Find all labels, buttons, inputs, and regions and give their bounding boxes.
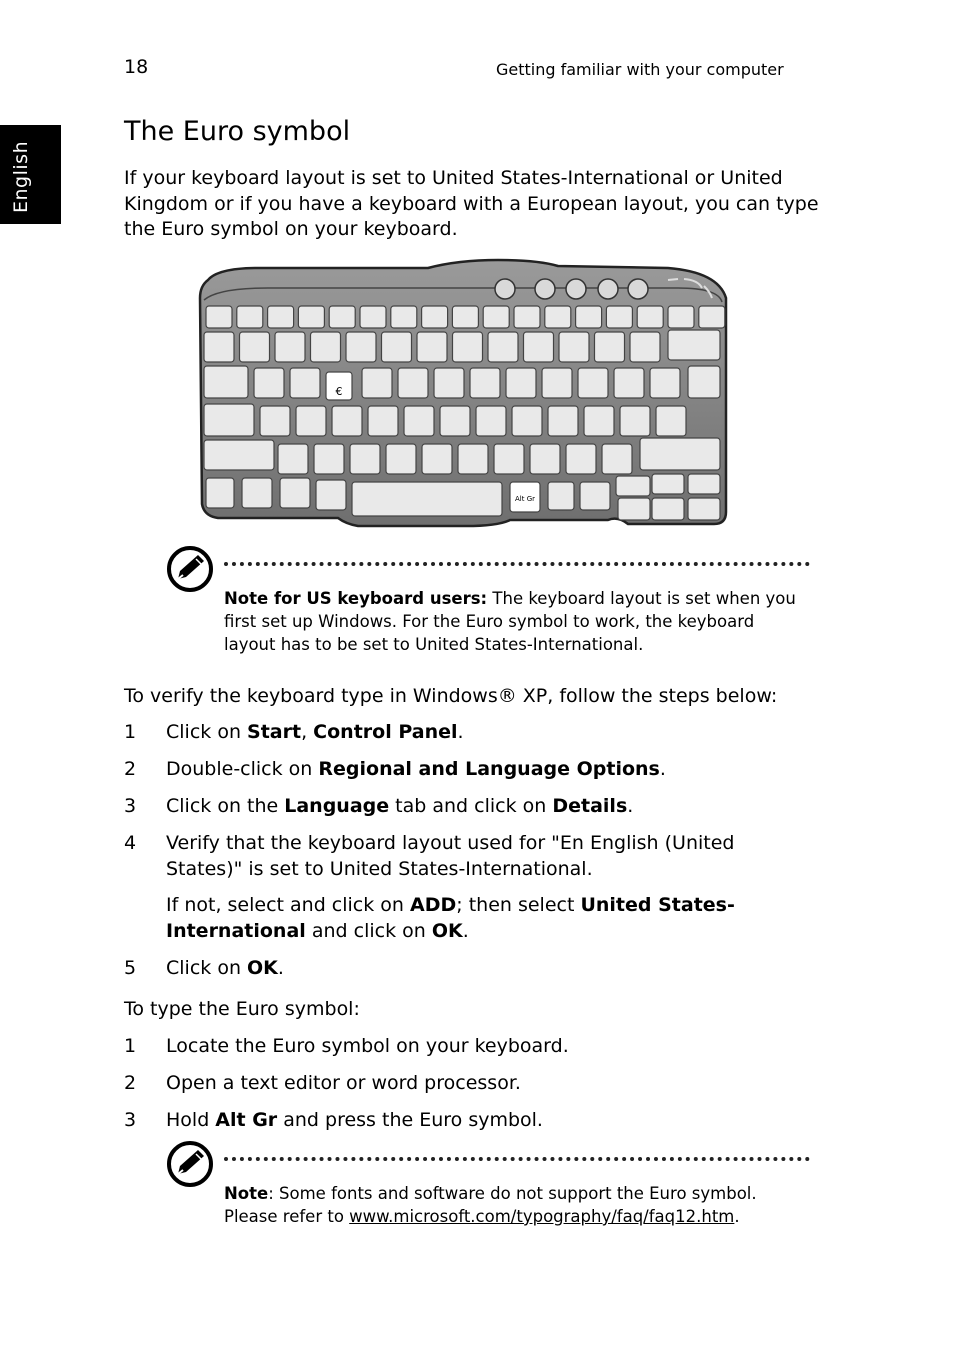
keyboard-key: [206, 478, 234, 508]
keyboard-key: [417, 332, 447, 362]
keyboard-key: [204, 366, 248, 398]
step-text: [166, 757, 786, 783]
keyboard-key: [453, 332, 483, 362]
step-text: [166, 1034, 786, 1060]
keyboard-key: [386, 444, 416, 474]
keyboard-key: [576, 306, 602, 328]
keyboard-key: [566, 444, 596, 474]
keyboard-key: [242, 478, 272, 508]
step-text-part: Locate the Euro symbol on your keyboard.: [166, 1035, 569, 1057]
intro-paragraph: If your keyboard layout is set to United States-International or United Kingdom or if you have a keyboard with a European layout, you can type the Euro symbol on your keyboard.: [124, 167, 819, 240]
keyboard-key: [260, 406, 290, 436]
keyboard-key: [398, 368, 428, 398]
keyboard-key: [640, 438, 720, 470]
type-intro: To type the Euro symbol:: [124, 998, 360, 1020]
keyboard-key: [440, 406, 470, 436]
page-number: 18: [124, 56, 149, 78]
keyboard-key: [699, 306, 725, 328]
keyboard-key: [240, 332, 270, 362]
keyboard-key: [512, 406, 542, 436]
language-side-tab: [0, 125, 61, 224]
note-fonts-end: .: [734, 1207, 740, 1226]
verify-intro: To verify the keyboard type in Windows® XP, follow the steps below:: [124, 685, 778, 707]
step-text: [166, 1108, 786, 1134]
running-header: Getting familiar with your computer: [496, 60, 784, 79]
step-text: [166, 831, 786, 882]
step-text: [166, 893, 786, 944]
step-text-bold: OK: [247, 957, 278, 979]
note-divider: [224, 562, 810, 566]
keyboard-key: [332, 406, 362, 436]
keyboard-key: [606, 306, 632, 328]
keyboard-key: [668, 306, 694, 328]
keyboard-key: [595, 332, 625, 362]
step-text-bold: ADD: [410, 894, 457, 916]
step-text-part: and click on: [305, 919, 432, 942]
step-text-part: Click on the: [166, 795, 285, 817]
keyboard-key: [237, 306, 263, 328]
keyboard-key: [434, 368, 464, 398]
keyboard-key: [254, 368, 284, 398]
altgr-key: [510, 482, 540, 512]
keyboard-key: [542, 368, 572, 398]
keyboard-key: [548, 482, 574, 510]
step-text-part: If not, select and click on: [166, 894, 411, 916]
section-title: The Euro symbol: [124, 116, 351, 147]
keyboard-key: [514, 306, 540, 328]
keyboard-key: [360, 306, 386, 328]
keyboard-key: [329, 306, 355, 328]
keyboard-key: [346, 332, 376, 362]
keyboard-key: [268, 306, 294, 328]
euro-key-label: €: [335, 385, 343, 398]
keyboard-key: [290, 368, 320, 398]
keyboard-key: [296, 406, 326, 436]
step-text-bold: Language: [284, 795, 390, 817]
keyboard-key: [637, 306, 663, 328]
keyboard-key: [614, 368, 644, 398]
keyboard-key: [688, 366, 720, 398]
step-text-part: and press the Euro symbol.: [277, 1109, 543, 1131]
step-text-part: Click on: [166, 721, 248, 743]
keyboard-key: [616, 476, 650, 496]
step-number: 1: [124, 1035, 137, 1057]
step-number: 2: [124, 1072, 137, 1094]
keyboard-key: [559, 332, 589, 362]
keyboard-key: [630, 332, 660, 362]
keyboard-key: [275, 332, 305, 362]
note-us-keyboard: [224, 587, 804, 656]
keyboard-key: [494, 444, 524, 474]
step-text-part: .: [659, 758, 666, 780]
euro-key: [326, 372, 352, 400]
keyboard-key: [620, 406, 650, 436]
step-text-bold: Control Panel: [313, 721, 458, 743]
keyboard-key: [545, 306, 571, 328]
keyboard-key: [422, 306, 448, 328]
side-tab-label: English: [10, 140, 32, 213]
step-text-part: .: [277, 957, 284, 979]
keyboard-key: [204, 404, 254, 436]
keyboard-illustration: [198, 258, 728, 530]
step-text-bold: Start: [247, 721, 302, 743]
keyboard-key: [458, 444, 488, 474]
step-number: 4: [124, 832, 137, 854]
step-text-part: .: [627, 795, 634, 817]
step-text-bold: Regional and Language Options: [318, 758, 660, 780]
keyboard-key: [404, 406, 434, 436]
step-text-bold: Alt Gr: [215, 1109, 278, 1131]
step-number: 3: [124, 795, 137, 817]
keyboard-key: [350, 444, 380, 474]
step-text-part: .: [457, 721, 464, 743]
keyboard-key: [470, 368, 500, 398]
keyboard-key: [548, 406, 578, 436]
note-fonts: [224, 1182, 804, 1228]
keyboard-key: [688, 474, 720, 494]
keyboard-key: [668, 330, 720, 360]
note-fonts-text: : Some fonts and software do not support the Euro symbol. Please refer to: [224, 1184, 757, 1226]
keyboard-key: [578, 368, 608, 398]
keyboard-key: [488, 332, 518, 362]
keyboard-key: [314, 444, 344, 474]
keyboard-key: [530, 444, 560, 474]
keyboard-key: [206, 306, 232, 328]
step-number: 5: [124, 957, 137, 979]
step-number: 3: [124, 1109, 137, 1131]
keyboard-key: [650, 368, 680, 398]
note-pen-icon: [166, 545, 214, 593]
keyboard-key: [280, 478, 310, 508]
note-divider: [224, 1157, 810, 1161]
keyboard-key: [391, 306, 417, 328]
keyboard-key: [311, 332, 341, 362]
step-text-bold: Details: [552, 795, 628, 817]
step-text-part: Click on: [166, 957, 248, 979]
step-text-bold: OK: [431, 919, 463, 942]
step-text-part: ,: [301, 721, 314, 743]
keyboard-key: [204, 440, 274, 470]
note-us-keyboard-text: The keyboard layout is set when you first set up Windows. For the Euro symbol to work, the keyboard layout has to be set to United States-International.: [224, 589, 796, 654]
step-text: [166, 1071, 786, 1097]
keyboard-key: [618, 498, 650, 520]
step-text-part: Double-click on: [166, 758, 319, 780]
keyboard-key: [688, 498, 720, 520]
keyboard-key: [476, 406, 506, 436]
keyboard-key: [483, 306, 509, 328]
keyboard-key: [602, 444, 632, 474]
faq-link[interactable]: www.microsoft.com/typography/faq/faq12.htm: [349, 1207, 735, 1226]
step-text-part: Open a text editor or word processor.: [166, 1072, 521, 1094]
step-number: 1: [124, 721, 137, 743]
step-text-part: tab and click on: [389, 795, 553, 817]
keyboard-key: [580, 482, 610, 510]
keyboard-key: [652, 498, 684, 520]
keyboard-key: [362, 368, 392, 398]
keyboard-key: [652, 474, 684, 494]
keyboard-key: [316, 480, 346, 510]
step-text-part: .: [462, 919, 469, 942]
altgr-key-label: Alt Gr: [514, 495, 536, 503]
keyboard-key: [422, 444, 452, 474]
step-text: [166, 956, 786, 982]
keyboard-key: [368, 406, 398, 436]
keyboard-key: [298, 306, 324, 328]
keyboard-key: [278, 444, 308, 474]
keyboard-key: [452, 306, 478, 328]
step-text-part: Hold: [166, 1109, 216, 1131]
step-text-part: ; then select: [456, 894, 581, 916]
keyboard-key: [382, 332, 412, 362]
keyboard-key: [204, 332, 234, 362]
keyboard-key: [352, 482, 502, 516]
keyboard-key: [584, 406, 614, 436]
step-text: [166, 794, 786, 820]
keyboard-key: [524, 332, 554, 362]
note-us-keyboard-label: Note for US keyboard users:: [224, 589, 488, 608]
step-text-part: Verify that the keyboard layout used for "En English (United States)" is set to United States-International.: [166, 832, 735, 880]
step-text: [166, 720, 786, 746]
step-text-bold: United States-International: [166, 894, 735, 942]
keyboard-key: [656, 406, 686, 436]
keyboard-key: [506, 368, 536, 398]
step-number: 2: [124, 758, 137, 780]
note-pen-icon: [166, 1140, 214, 1188]
note-fonts-label: Note: [224, 1184, 269, 1203]
